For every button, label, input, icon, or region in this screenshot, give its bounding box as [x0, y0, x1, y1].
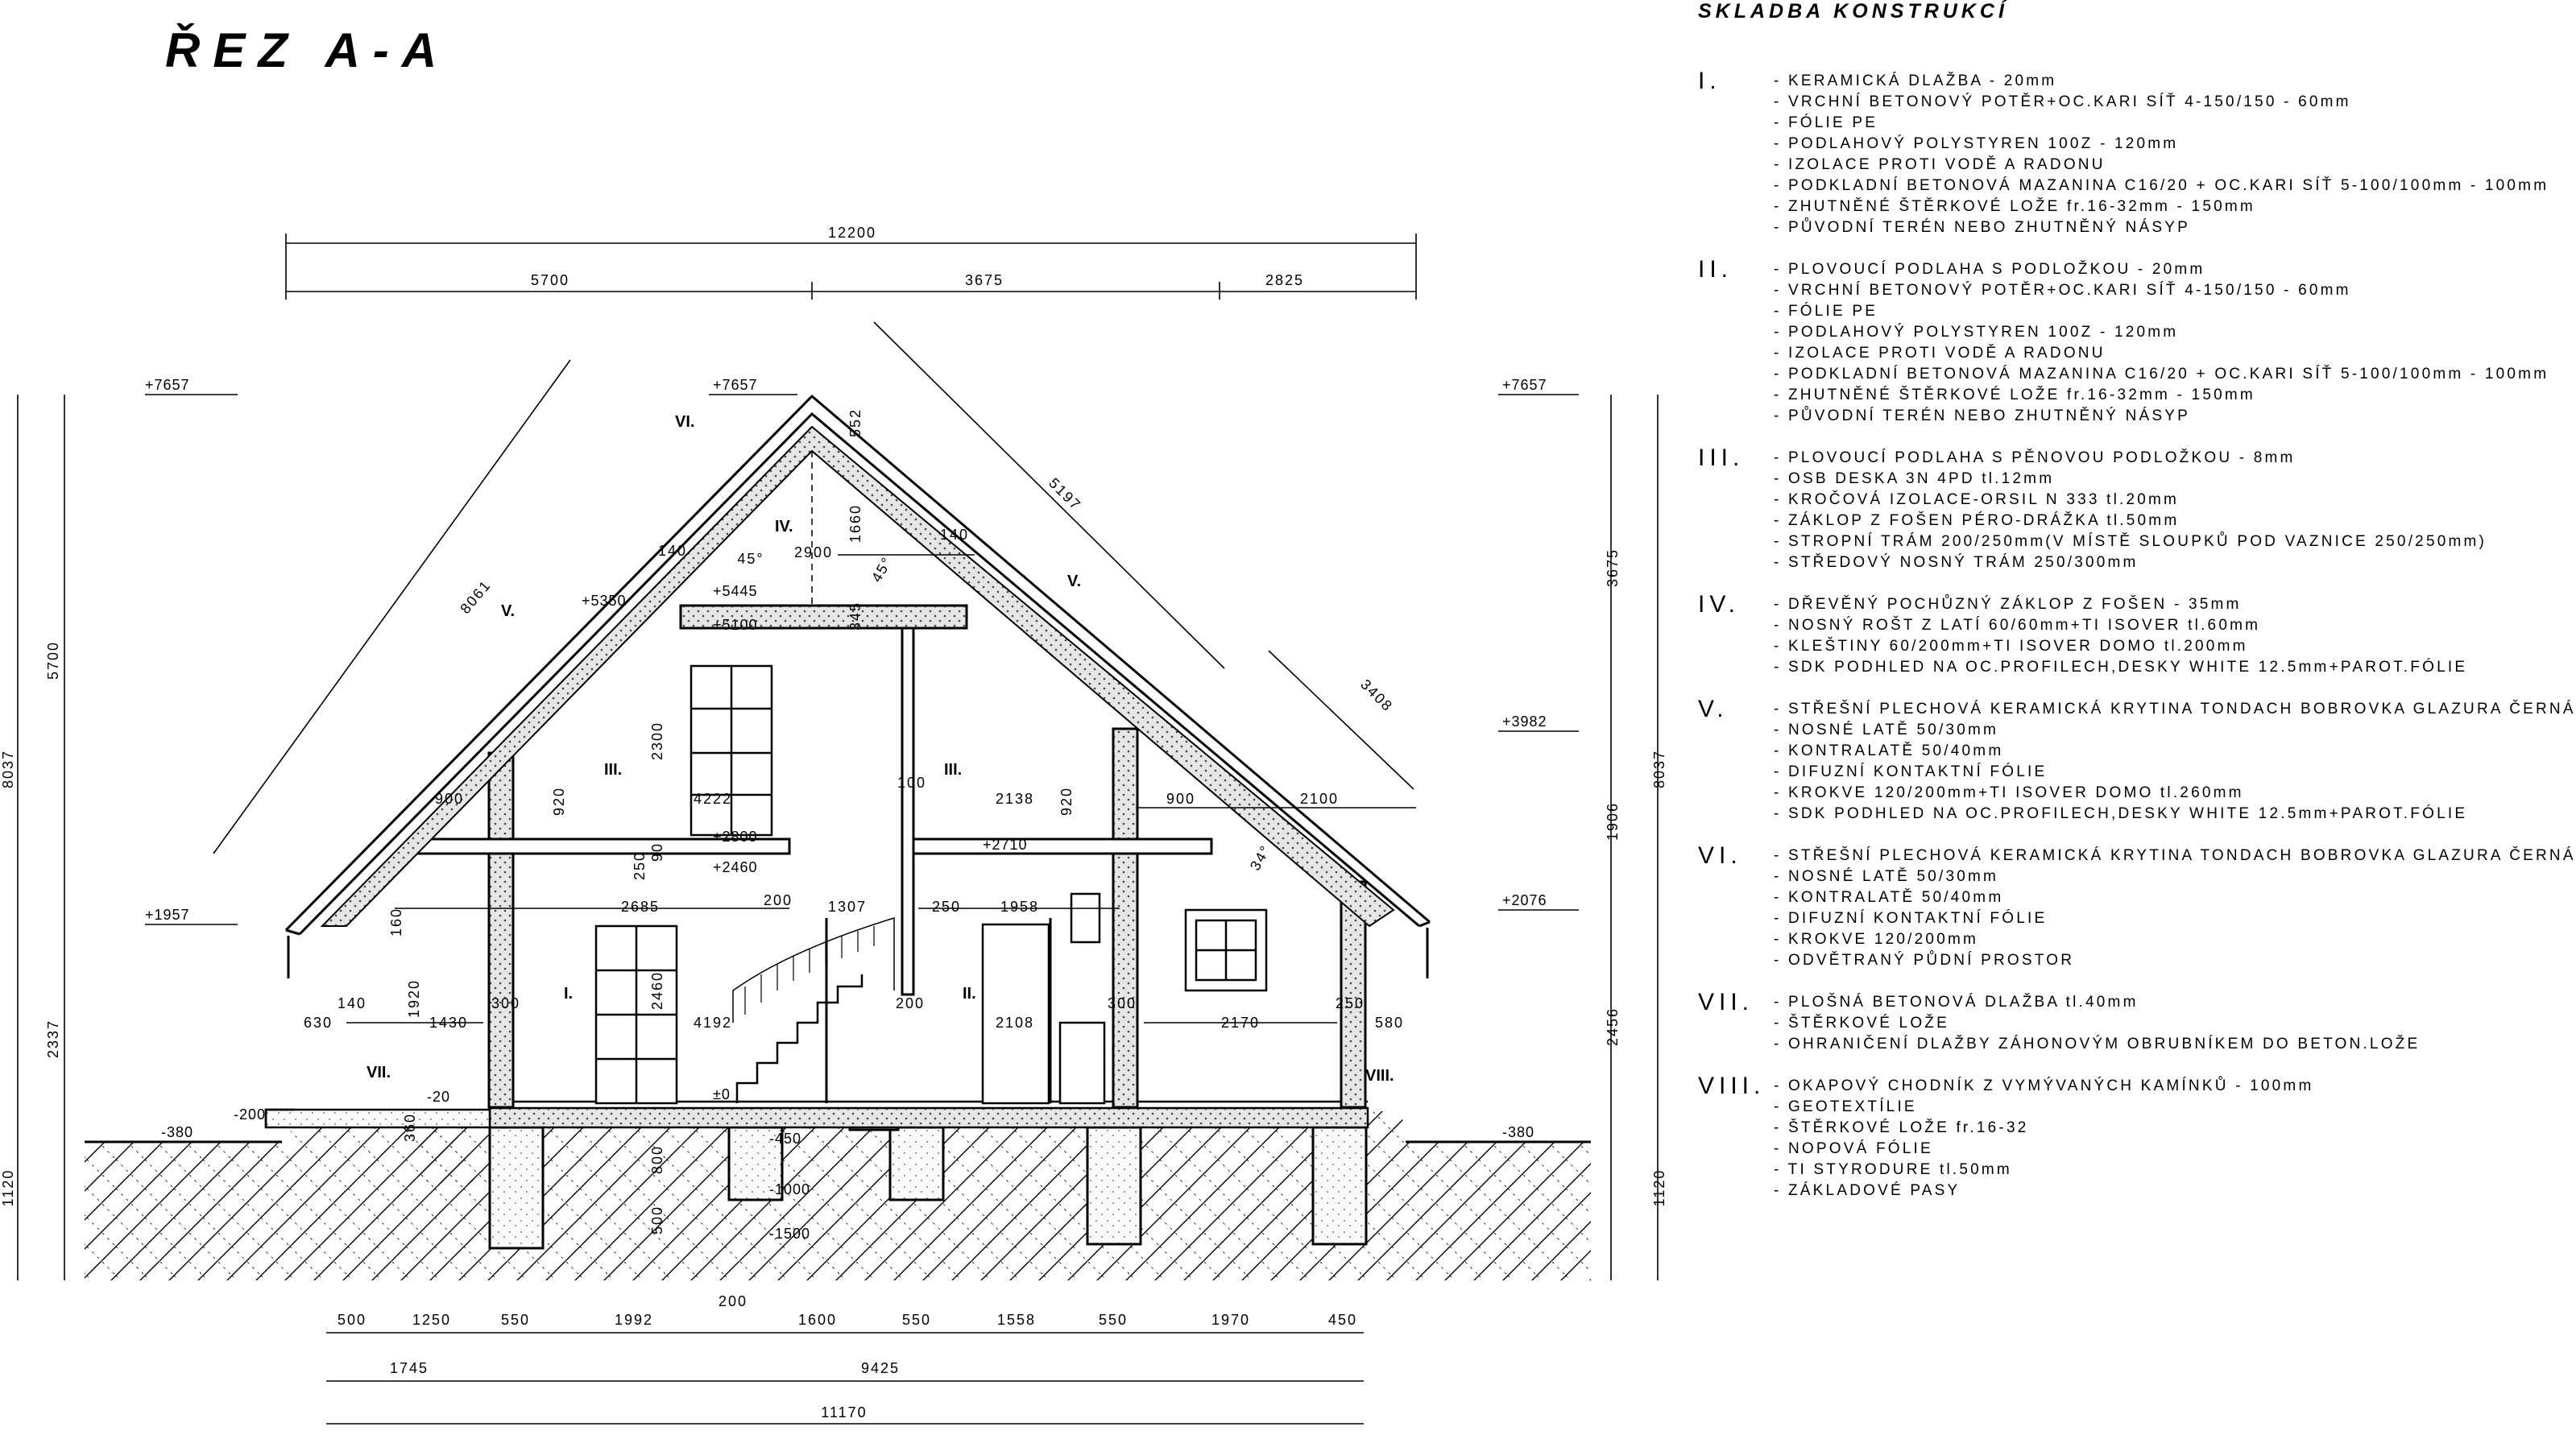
angle-label: 45°	[868, 553, 896, 585]
legend-line: - TI STYRODURE tl.50mm	[1774, 1161, 2012, 1178]
legend-line: - ŠTĚRKOVÉ LOŽE fr.16-32	[1774, 1119, 2029, 1136]
dim-roof-right: 3408	[1357, 676, 1397, 715]
legend-line: - PODLAHOVÝ POLYSTYREN 100Z - 120mm	[1774, 135, 2179, 152]
level-mark: +5100	[713, 617, 758, 633]
legend-group-number: II.	[1698, 256, 1733, 283]
dim-interior: 900	[434, 791, 465, 807]
legend-line: - DIFUZNÍ KONTAKTNÍ FÓLIE	[1774, 763, 2048, 780]
legend-group-number: III.	[1698, 445, 1745, 471]
legend-line: - DIFUZNÍ KONTAKTNÍ FÓLIE	[1774, 910, 2048, 927]
legend-group	[1698, 696, 2576, 825]
dim-interior: 250	[931, 899, 962, 915]
legend-line: - KONTRALATĚ 50/40mm	[1774, 889, 2004, 906]
dim-bottom-2: 1745	[389, 1360, 429, 1376]
layer-label: IV.	[775, 518, 793, 536]
dim-interior: 2300	[649, 721, 665, 761]
layer-label: II.	[963, 985, 976, 1003]
angle-label: 45°	[737, 551, 764, 567]
legend-line: - ZÁKLADOVÉ PASY	[1774, 1182, 1961, 1199]
dim-interior: 4222	[693, 791, 733, 807]
dim-interior: 500	[649, 1205, 665, 1235]
dim-left-inner: 1120	[0, 1168, 16, 1207]
legend-title: SKLADBA KONSTRUKCÍ	[1698, 0, 2008, 23]
dim-bottom-2: 9425	[860, 1360, 901, 1376]
dim-interior: 1958	[1000, 899, 1040, 915]
legend-group	[1698, 1073, 2576, 1201]
legend-line: - PŮVODNÍ TERÉN NEBO ZHUTNĚNÝ NÁSYP	[1774, 219, 2191, 236]
legend-line: - FÓLIE PE	[1774, 303, 1878, 320]
layer-label: III.	[604, 761, 623, 779]
legend-line: - KROČOVÁ IZOLACE-ORSIL N 333 tl.20mm	[1774, 491, 2180, 508]
dim-interior: 250	[1335, 995, 1365, 1011]
legend-line: - OKAPOVÝ CHODNÍK Z VYMÝVANÝCH KAMÍNKŮ - 100mm	[1774, 1077, 2314, 1094]
legend-line: - PODKLADNÍ BETONOVÁ MAZANINA C16/20 + OC.KARI SÍŤ 5-100/100mm - 100mm	[1774, 366, 2549, 383]
legend-line: - VRCHNÍ BETONOVÝ POTĚR+OC.KARI SÍŤ 4-150/150 - 60mm	[1774, 93, 2351, 110]
level-mark: +1957	[145, 907, 190, 923]
dim-left-inner: 2337	[45, 1019, 61, 1059]
legend-line: - PLOŠNÁ BETONOVÁ DLAŽBA tl.40mm	[1774, 994, 2139, 1011]
layer-label: I.	[564, 985, 574, 1003]
legend-line: - IZOLACE PROTI VODĚ A RADONU	[1774, 345, 2106, 362]
legend-line: - PLOVOUCÍ PODLAHA S PĚNOVOU PODLOŽKOU - 8mm	[1774, 449, 2296, 466]
legend-line: - OHRANIČENÍ DLAŽBY ZÁHONOVÝM OBRUBNÍKEM DO BETON.LOŽE	[1774, 1036, 2421, 1052]
legend-line: - ŠTĚRKOVÉ LOŽE	[1774, 1015, 1949, 1032]
roof	[286, 396, 1430, 978]
dim-right-inner: 1906	[1605, 801, 1621, 842]
legend-line: - SDK PODHLED NA OC.PROFILECH,DESKY WHITE 12.5mm+PAROT.FÓLIE	[1774, 659, 2468, 676]
dim-interior: 920	[551, 786, 567, 817]
dim-roof-left: 8061	[457, 577, 495, 617]
legend-line: - FÓLIE PE	[1774, 114, 1878, 131]
dim-interior: 630	[303, 1015, 333, 1031]
dim-interior: 345	[847, 601, 863, 631]
legend-line: - KERAMICKÁ DLAŽBA - 20mm	[1774, 72, 2057, 89]
legend-line: - KLEŠTINY 60/200mm+TI ISOVER DOMO tl.200mm	[1774, 638, 2248, 655]
layer-label: V.	[1067, 573, 1082, 590]
dim-interior: 2900	[793, 544, 834, 560]
legend-group	[1698, 842, 2576, 971]
legend-group-number: V.	[1698, 696, 1729, 722]
dim-interior: 2170	[1220, 1015, 1261, 1031]
dim-interior: 360	[402, 1112, 418, 1143]
dim-interior: 100	[897, 775, 927, 791]
level-mark: ±0	[713, 1086, 731, 1102]
legend-group-number: VIII.	[1698, 1073, 1766, 1099]
dim-interior: 140	[657, 543, 688, 559]
dim-interior: 900	[1166, 791, 1196, 807]
dim-bottom-1: 450	[1327, 1312, 1358, 1328]
dim-interior: 2108	[995, 1015, 1035, 1031]
dim-interior: 2138	[995, 791, 1035, 807]
legend-line: - NOPOVÁ FÓLIE	[1774, 1140, 1933, 1157]
level-mark: +7657	[713, 377, 758, 393]
dim-interior: 300	[491, 995, 521, 1011]
legend-line: - NOSNÉ LATĚ 50/30mm	[1774, 722, 1999, 738]
dim-interior: 300	[1107, 995, 1137, 1011]
level-mark: -450	[769, 1131, 802, 1147]
dim-bottom-1: 1970	[1211, 1312, 1251, 1328]
dim-interior: 1920	[406, 978, 422, 1019]
dim-interior: 4192	[693, 1015, 733, 1031]
legend-group	[1698, 989, 2576, 1055]
dim-left-inner: 5700	[45, 640, 61, 680]
legend-line: - PODLAHOVÝ POLYSTYREN 100Z - 120mm	[1774, 324, 2179, 341]
legend-group	[1698, 591, 2576, 678]
dim-interior: 1307	[827, 899, 868, 915]
legend-line: - STŘEŠNÍ PLECHOVÁ KERAMICKÁ KRYTINA TONDACH BOBROVKA GLAZURA ČERNÁ	[1774, 701, 2576, 718]
dim-interior: 2460	[649, 970, 665, 1011]
legend-line: - PLOVOUCÍ PODLAHA S PODLOŽKOU - 20mm	[1774, 261, 2205, 278]
dim-bottom-1: 1558	[996, 1312, 1037, 1328]
dim-top-part: 3675	[964, 272, 1004, 288]
level-mark: +2076	[1502, 892, 1547, 908]
legend-line: - STŘEŠNÍ PLECHOVÁ KERAMICKÁ KRYTINA TONDACH BOBROVKA GLAZURA ČERNÁ	[1774, 847, 2576, 864]
level-mark: -200	[234, 1106, 267, 1123]
legend-group-number: I.	[1698, 68, 1721, 94]
legend-group-number: VI.	[1698, 842, 1742, 869]
level-mark: +5350	[582, 593, 627, 609]
dim-bottom-1: 1250	[412, 1312, 452, 1328]
level-mark: -1000	[769, 1181, 811, 1197]
layer-label: VI.	[675, 413, 695, 431]
dim-interior: 1430	[429, 1015, 469, 1031]
dim-right-outer: 8037	[1651, 749, 1667, 789]
legend-line: - STŘEDOVÝ NOSNÝ TRÁM 250/300mm	[1774, 554, 2139, 571]
legend-line: - OSB DESKA 3N 4PD tl.12mm	[1774, 470, 2055, 487]
dim-bottom-1: 500	[337, 1312, 367, 1328]
layer-label: VII.	[367, 1064, 391, 1081]
legend-line: - ZHUTNĚNÉ ŠTĚRKOVÉ LOŽE fr.16-32mm - 150mm	[1774, 198, 2255, 215]
level-mark: +7657	[145, 377, 190, 393]
legend-line: - STROPNÍ TRÁM 200/250mm(V MÍSTĚ SLOUPKŮ POD VAZNICE 250/250mm)	[1774, 533, 2487, 550]
legend-group	[1698, 445, 2576, 573]
level-mark: +2800	[713, 829, 758, 845]
legend-line: - PŮVODNÍ TERÉN NEBO ZHUTNĚNÝ NÁSYP	[1774, 407, 2191, 424]
dim-interior: 2685	[620, 899, 661, 915]
legend-line: - KROKVE 120/200mm+TI ISOVER DOMO tl.260mm	[1774, 784, 2244, 801]
dim-interior: 2100	[1299, 791, 1340, 807]
dim-interior: 1660	[847, 503, 863, 544]
level-mark: -1500	[769, 1226, 811, 1242]
legend-group-number: IV.	[1698, 591, 1740, 618]
dim-interior: 200	[763, 892, 793, 908]
dim-interior: 552	[847, 407, 863, 438]
level-mark: +2710	[983, 837, 1028, 853]
dim-bottom-1: 1600	[797, 1312, 838, 1328]
legend-line: - KROKVE 120/200mm	[1774, 931, 1979, 948]
dim-bottom-1: 550	[1098, 1312, 1129, 1328]
dim-roof-right: 5197	[1046, 474, 1085, 514]
legend-line: - ODVĚTRANÝ PŮDNÍ PROSTOR	[1774, 952, 2075, 969]
dim-left-outer: 8037	[0, 749, 16, 789]
legend-group	[1698, 256, 2576, 427]
level-mark: +2460	[713, 859, 758, 875]
legend-line: - ZHUTNĚNÉ ŠTĚRKOVÉ LOŽE fr.16-32mm - 150mm	[1774, 387, 2255, 403]
dim-bottom-1: 550	[500, 1312, 531, 1328]
dim-interior: 160	[388, 907, 404, 937]
dim-interior: 200	[895, 995, 926, 1011]
legend-line: - VRCHNÍ BETONOVÝ POTĚR+OC.KARI SÍŤ 4-150/150 - 60mm	[1774, 282, 2351, 299]
angle-label: 34°	[1246, 842, 1274, 874]
dim-interior: 800	[649, 1144, 665, 1175]
dim-right-inner: 3675	[1605, 548, 1621, 588]
dim-interior: 140	[939, 527, 970, 543]
dim-right-inner: 1120	[1651, 1168, 1667, 1207]
legend-line: - DŘEVĚNÝ POCHŮZNÝ ZÁKLOP Z FOŠEN - 35mm	[1774, 596, 2242, 613]
dim-bottom-extra: 200	[718, 1293, 748, 1309]
layer-label: V.	[501, 602, 516, 620]
legend	[1698, 68, 2576, 1201]
legend-line: - SDK PODHLED NA OC.PROFILECH,DESKY WHITE 12.5mm+PAROT.FÓLIE	[1774, 805, 2468, 822]
legend-line: - ZÁKLOP Z FOŠEN PÉRO-DRÁŽKA tl.50mm	[1774, 512, 2180, 529]
level-mark: -380	[1502, 1124, 1535, 1140]
dim-interior: 250	[632, 850, 648, 881]
layer-label: III.	[944, 761, 963, 779]
dim-top-part: 5700	[530, 272, 570, 288]
dim-interior: 920	[1058, 786, 1075, 817]
legend-line: - NOSNÝ ROŠT Z LATÍ 60/60mm+TI ISOVER tl.60mm	[1774, 617, 2261, 634]
dim-right-inner: 2456	[1605, 1007, 1621, 1047]
legend-group-number: VII.	[1698, 989, 1754, 1015]
legend-line: - GEOTEXTÍLIE	[1774, 1098, 1917, 1115]
dim-bottom-1: 550	[901, 1312, 932, 1328]
dim-interior: 90	[649, 842, 665, 862]
dim-top-total: 12200	[827, 225, 877, 241]
level-mark: +7657	[1502, 377, 1547, 393]
legend-line: - NOSNÉ LATĚ 50/30mm	[1774, 868, 1999, 885]
legend-group	[1698, 68, 2576, 238]
section-title: ŘEZ A-A	[165, 23, 450, 77]
level-mark: -380	[161, 1124, 194, 1140]
level-mark: -20	[427, 1089, 451, 1105]
legend-line: - PODKLADNÍ BETONOVÁ MAZANINA C16/20 + OC.KARI SÍŤ 5-100/100mm - 100mm	[1774, 177, 2549, 194]
dim-top-part: 2825	[1265, 272, 1305, 288]
legend-line: - KONTRALATĚ 50/40mm	[1774, 742, 2004, 759]
dim-bottom-total: 11170	[821, 1404, 868, 1421]
dim-interior: 580	[1374, 1015, 1405, 1031]
dim-bottom-1: 1992	[614, 1312, 654, 1328]
dim-interior: 140	[337, 995, 367, 1011]
level-mark: +3982	[1502, 713, 1547, 730]
legend-line: - IZOLACE PROTI VODĚ A RADONU	[1774, 156, 2106, 173]
staircase	[733, 918, 894, 1103]
layer-label: VIII.	[1365, 1067, 1394, 1085]
level-mark: +5445	[713, 583, 758, 599]
